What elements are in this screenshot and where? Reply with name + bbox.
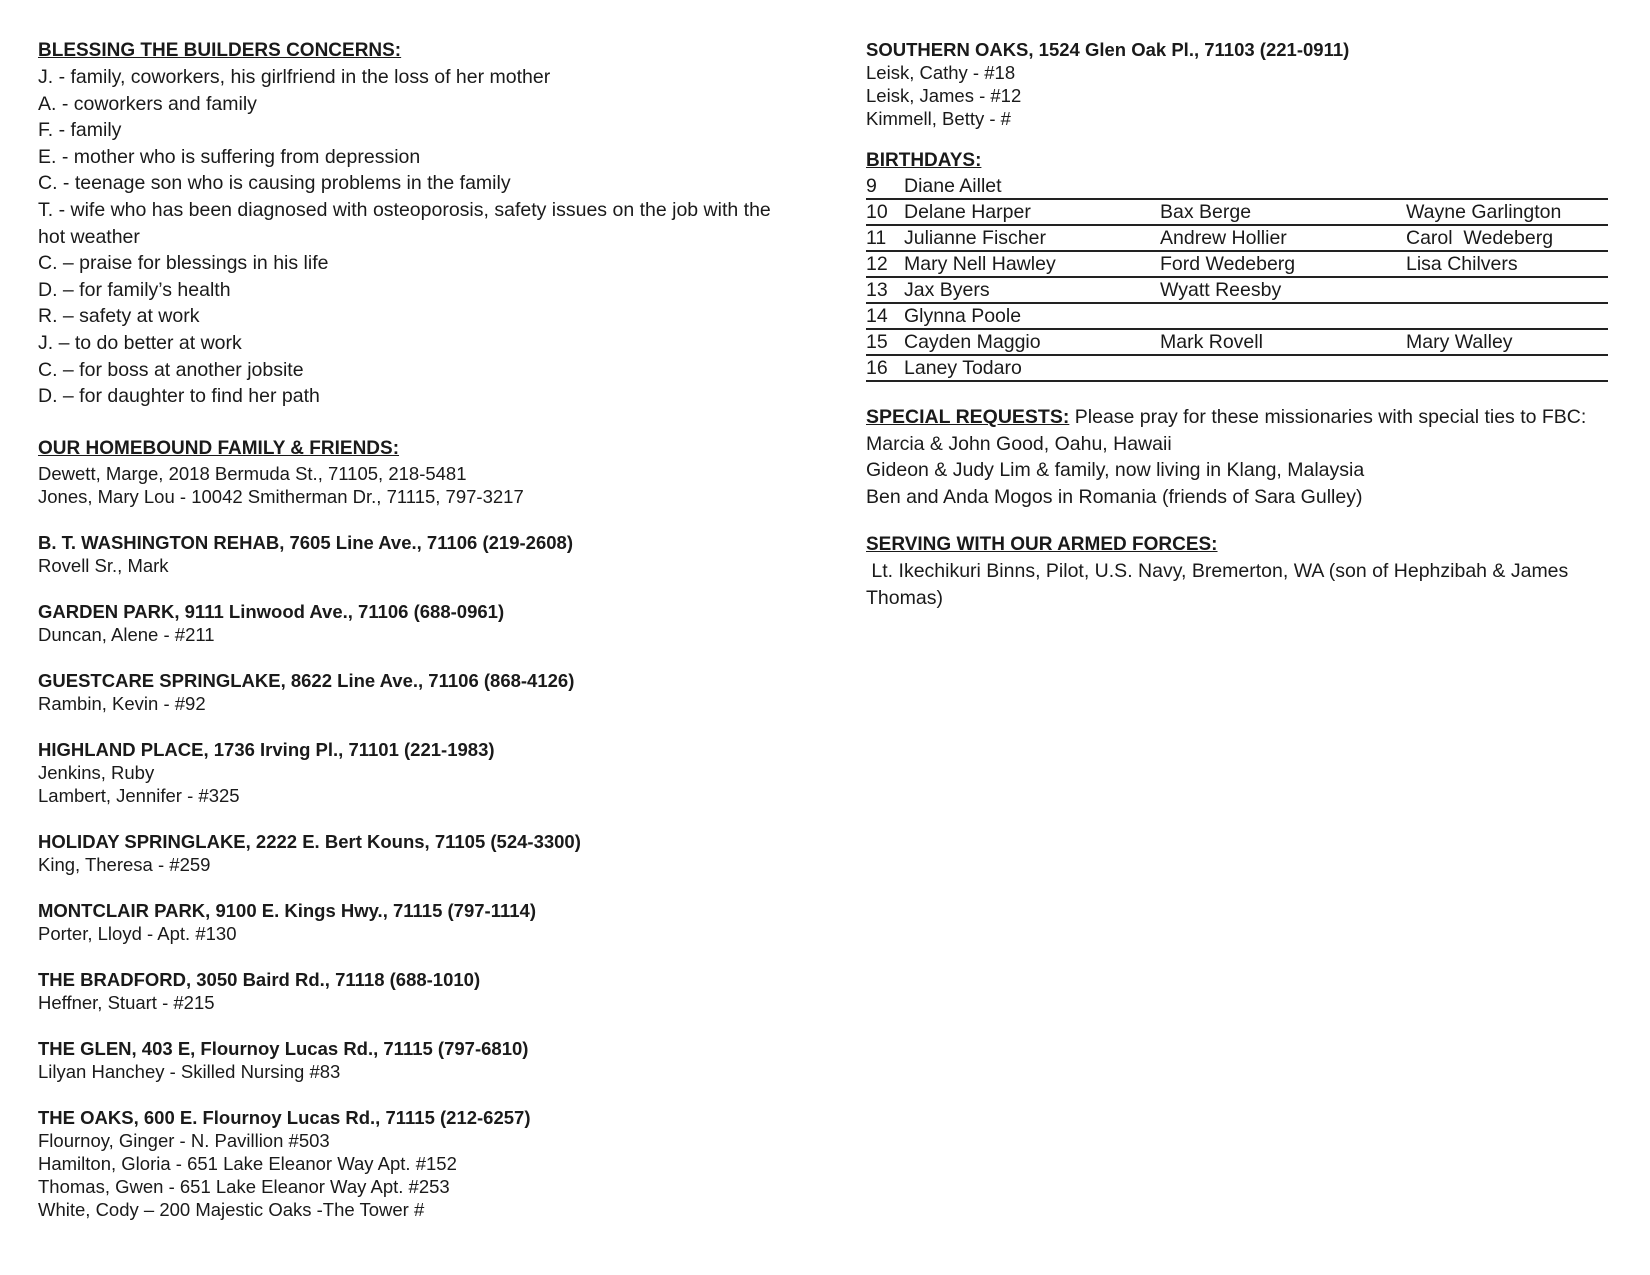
birthday-name: Cayden Maggio xyxy=(904,331,1041,353)
birthdays-heading: BIRTHDAYS: xyxy=(866,150,982,171)
facility-resident: Jenkins, Ruby xyxy=(38,761,155,783)
birthdays-section xyxy=(866,148,1608,382)
birthday-name: Diane Aillet xyxy=(904,175,1002,197)
concern-item: C. - teenage son who is causing problems in the family xyxy=(38,172,511,195)
facility-resident: Duncan, Alene - #211 xyxy=(38,623,215,645)
birthday-row xyxy=(866,174,1608,200)
concern-item: J. - family, coworkers, his girlfriend in the loss of her mother xyxy=(38,66,551,88)
facility-resident: Flournoy, Ginger - N. Pavillion #503 xyxy=(38,1129,330,1151)
birthday-name: Glynna Poole xyxy=(904,305,1022,327)
birthday-name: Andrew Hollier xyxy=(1160,227,1287,249)
birthday-day: 10 xyxy=(866,201,888,223)
concern-item: E. - mother who is suffering from depression xyxy=(38,145,421,168)
birthday-row xyxy=(866,330,1608,356)
facility-resident: Rambin, Kevin - #92 xyxy=(38,692,206,714)
birthday-row xyxy=(866,226,1608,252)
birthday-name: Julianne Fischer xyxy=(904,227,1046,249)
homebound-item: Dewett, Marge, 2018 Bermuda St., 71105, 218-5481 xyxy=(38,462,467,484)
facility-resident: Heffner, Stuart - #215 xyxy=(38,991,215,1013)
birthday-name xyxy=(1160,356,1406,380)
facility-resident: Hamilton, Gloria - 651 Lake Eleanor Way Apt. #152 xyxy=(38,1152,457,1174)
concern-item: A. - coworkers and family xyxy=(38,92,257,115)
facility-block xyxy=(38,531,818,577)
homebound-item: Jones, Mary Lou - 10042 Smitherman Dr., 71115, 797-3217 xyxy=(38,485,524,507)
birthday-day: 16 xyxy=(866,357,888,379)
right-column xyxy=(866,38,1608,612)
birthday-name: Wyatt Reesby xyxy=(1160,279,1282,301)
birthday-row xyxy=(866,356,1608,382)
concern-item: D. – for family’s health xyxy=(38,278,231,301)
birthday-name xyxy=(1406,174,1608,198)
concerns-heading: BLESSING THE BUILDERS CONCERNS: xyxy=(38,40,402,61)
armed-forces-item: Lt. Ikechikuri Binns, Pilot, U.S. Navy, Bremerton, WA (son of Hephzibah & James Thomas) xyxy=(866,560,1574,609)
birthday-name: Carol Wedeberg xyxy=(1406,227,1554,249)
facility-resident: Kimmell, Betty - # xyxy=(866,108,1011,129)
special-request-item: Marcia & John Good, Oahu, Hawaii xyxy=(866,432,1172,455)
facility-block xyxy=(38,600,818,646)
facility-name: GARDEN PARK, 9111 Linwood Ave., 71106 (688-0961) xyxy=(38,600,505,622)
facility-resident: King, Theresa - #259 xyxy=(38,853,211,875)
facility-resident: Lambert, Jennifer - #325 xyxy=(38,784,240,806)
special-request-item: Gideon & Judy Lim & family, now living in Klang, Malaysia xyxy=(866,459,1365,482)
concern-item: F. - family xyxy=(38,119,122,142)
facility-resident: Leisk, James - #12 xyxy=(866,85,1022,106)
facility-block xyxy=(38,968,818,1014)
birthday-name: Bax Berge xyxy=(1160,201,1252,223)
birthday-row xyxy=(866,200,1608,226)
facility-name: HIGHLAND PLACE, 1736 Irving Pl., 71101 (221-1983) xyxy=(38,738,495,760)
birthday-row xyxy=(866,278,1608,304)
facility-block xyxy=(38,1106,818,1221)
facility-name: GUESTCARE SPRINGLAKE, 8622 Line Ave., 71106 (868-4126) xyxy=(38,669,575,691)
birthday-name xyxy=(1406,356,1608,380)
birthday-day: 14 xyxy=(866,305,888,327)
homebound-section xyxy=(38,436,818,508)
birthday-name: Jax Byers xyxy=(904,279,990,301)
facility-block xyxy=(38,899,818,945)
birthday-name: Wayne Garlington xyxy=(1406,201,1562,223)
armed-forces-section xyxy=(866,532,1608,611)
facility-resident: Thomas, Gwen - 651 Lake Eleanor Way Apt. #253 xyxy=(38,1175,450,1197)
facility-block xyxy=(38,738,818,807)
facility-resident: Rovell Sr., Mark xyxy=(38,554,169,576)
concern-item: C. – praise for blessings in his life xyxy=(38,252,329,275)
special-requests-heading: SPECIAL REQUESTS: xyxy=(866,406,1070,428)
birthday-name: Ford Wedeberg xyxy=(1160,253,1296,275)
facility-name: B. T. WASHINGTON REHAB, 7605 Line Ave., 71106 (219-2608) xyxy=(38,531,573,553)
facility-resident: Porter, Lloyd - Apt. #130 xyxy=(38,922,237,944)
birthday-day: 13 xyxy=(866,279,888,301)
concern-item: T. - wife who has been diagnosed with osteoporosis, safety issues on the job with the hot weather xyxy=(38,198,771,248)
birthdays-table xyxy=(866,174,1608,382)
facility-name: THE OAKS, 600 E. Flournoy Lucas Rd., 71115 (212-6257) xyxy=(38,1106,531,1128)
facility-block xyxy=(38,1037,818,1083)
birthday-name xyxy=(1160,174,1406,198)
birthday-day: 11 xyxy=(866,227,887,249)
concern-item: J. – to do better at work xyxy=(38,331,242,354)
left-column xyxy=(38,38,818,1221)
birthday-name: Mark Rovell xyxy=(1160,331,1263,353)
birthday-row xyxy=(866,304,1608,330)
facility-block xyxy=(38,669,818,715)
birthday-name xyxy=(1406,278,1608,302)
birthday-row xyxy=(866,252,1608,278)
facility-resident: White, Cody – 200 Majestic Oaks -The Tower # xyxy=(38,1198,425,1220)
facility-block xyxy=(866,38,1608,130)
special-requests-section xyxy=(866,404,1608,510)
birthday-name: Delane Harper xyxy=(904,201,1031,223)
homebound-heading: OUR HOMEBOUND FAMILY & FRIENDS: xyxy=(38,437,400,459)
birthday-day: 12 xyxy=(866,253,888,275)
facility-name: SOUTHERN OAKS, 1524 Glen Oak Pl., 71103 (221-0911) xyxy=(866,39,1350,60)
special-requests-intro-line xyxy=(866,404,1608,431)
facility-resident: Lilyan Hanchey - Skilled Nursing #83 xyxy=(38,1060,341,1082)
facility-resident: Leisk, Cathy - #18 xyxy=(866,62,1016,83)
birthday-name: Mary Walley xyxy=(1406,331,1513,353)
armed-forces-heading: SERVING WITH OUR ARMED FORCES: xyxy=(866,534,1218,556)
birthday-name xyxy=(1160,304,1406,328)
birthday-name: Laney Todaro xyxy=(904,357,1022,379)
birthday-name xyxy=(1406,304,1608,328)
birthday-day: 9 xyxy=(866,175,877,197)
concern-item: C. – for boss at another jobsite xyxy=(38,358,304,381)
concerns-section xyxy=(38,38,818,410)
facility-block xyxy=(38,830,818,876)
birthday-name: Mary Nell Hawley xyxy=(904,253,1056,275)
birthday-day: 15 xyxy=(866,331,888,353)
facility-name: MONTCLAIR PARK, 9100 E. Kings Hwy., 71115 (797-1114) xyxy=(38,899,536,921)
special-request-item: Ben and Anda Mogos in Romania (friends of Sara Gulley) xyxy=(866,485,1363,508)
concern-item: R. – safety at work xyxy=(38,305,200,328)
concern-item: D. – for daughter to find her path xyxy=(38,385,320,408)
facility-name: THE BRADFORD, 3050 Baird Rd., 71118 (688-1010) xyxy=(38,968,481,990)
facility-name: THE GLEN, 403 E, Flournoy Lucas Rd., 71115 (797-6810) xyxy=(38,1037,529,1059)
special-requests-intro: Please pray for these missionaries with special ties to FBC: xyxy=(1069,406,1587,428)
birthday-name: Lisa Chilvers xyxy=(1406,253,1518,275)
facility-name: HOLIDAY SPRINGLAKE, 2222 E. Bert Kouns, 71105 (524-3300) xyxy=(38,830,581,852)
